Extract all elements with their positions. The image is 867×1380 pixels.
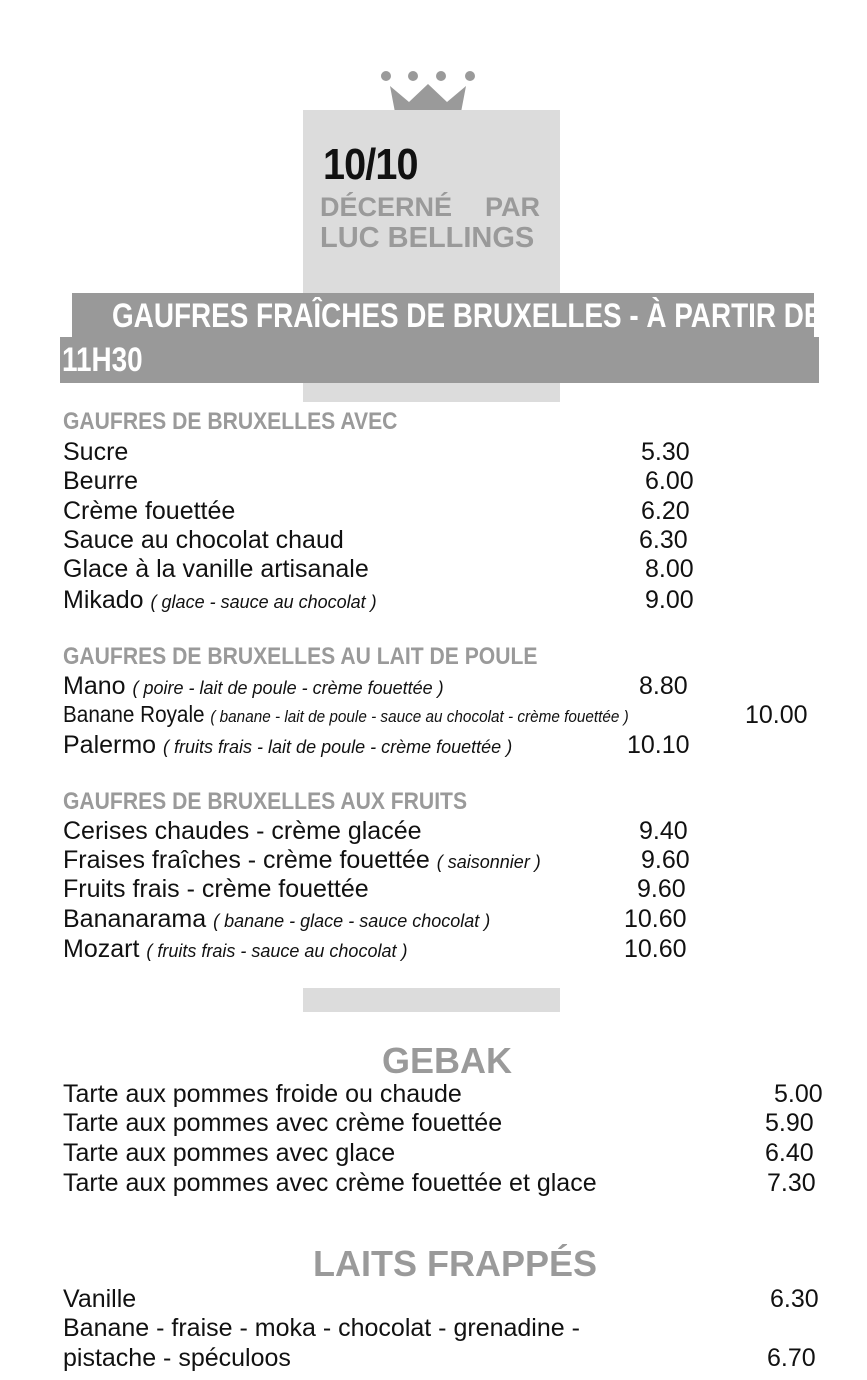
item-price: 5.30 [641, 438, 690, 466]
menu-item [63, 731, 512, 760]
item-name: Bananarama [63, 905, 207, 933]
item-price: 9.00 [645, 586, 694, 614]
item-description: ( banane - lait de poule - sauce au chocolat - crème fouettée ) [210, 707, 629, 726]
item-price: 5.90 [765, 1109, 814, 1137]
menu-item [63, 1109, 502, 1138]
item-name: Tarte aux pommes froide ou chaude [63, 1080, 462, 1108]
item-name: Tarte aux pommes avec crème fouettée [63, 1109, 503, 1137]
item-price: 6.70 [767, 1344, 816, 1372]
item-price: 9.40 [639, 817, 688, 845]
item-name: Palermo [63, 731, 157, 759]
item-name: Banane - fraise - moka - chocolat - grenadine - [63, 1314, 580, 1342]
item-description: ( fruits frais - lait de poule - crème fouettée ) [163, 737, 513, 757]
section-title: GAUFRES DE BRUXELLES AUX FRUITS [63, 788, 468, 815]
item-name: Fruits frais - crème fouettée [63, 875, 369, 903]
item-name: Tarte aux pommes avec crème fouettée et glace [63, 1169, 597, 1197]
menu-item [63, 935, 407, 964]
item-description: ( glace - sauce au chocolat ) [150, 592, 377, 612]
item-name: Sauce au chocolat chaud [63, 526, 344, 554]
menu-item [63, 905, 490, 934]
item-price: 10.10 [627, 731, 690, 759]
page-title: GAUFRES FRAÎCHES DE BRUXELLES - À PARTIR DE [112, 297, 823, 335]
menu-item [63, 701, 629, 728]
item-name: Fraises fraîches - crème fouettée [63, 846, 430, 874]
menu-item [63, 672, 444, 701]
menu-item [63, 1169, 597, 1198]
item-price: 6.20 [641, 497, 690, 525]
menu-item [63, 1314, 580, 1343]
item-price: 5.00 [774, 1080, 823, 1108]
item-price: 6.30 [770, 1285, 819, 1313]
item-name: Vanille [63, 1285, 137, 1313]
menu-item [63, 817, 422, 846]
item-name: Mano [63, 672, 126, 700]
laits-title: LAITS FRAPPÉS [313, 1243, 598, 1284]
menu-item [63, 467, 138, 496]
section-title: GAUFRES DE BRUXELLES AU LAIT DE POULE [63, 643, 538, 670]
page-title-time: 11H30 [62, 341, 143, 379]
item-name: Mikado [63, 586, 144, 614]
item-price: 10.00 [745, 701, 808, 729]
menu-item [63, 1080, 462, 1109]
divider [303, 988, 560, 1012]
item-price: 8.80 [639, 672, 688, 700]
item-name: Tarte aux pommes avec glace [63, 1139, 396, 1167]
item-name: Banane Royale [63, 701, 205, 727]
badge-score: 10/10 [323, 140, 418, 189]
item-price: 10.60 [624, 935, 687, 963]
item-price: 6.40 [765, 1139, 814, 1167]
item-name: Cerises chaudes - crème glacée [63, 817, 422, 845]
gebak-title: GEBAK [382, 1040, 513, 1081]
item-name: Sucre [63, 438, 129, 466]
item-price: 6.00 [645, 467, 694, 495]
item-description: ( fruits frais - sauce au chocolat ) [146, 941, 408, 961]
item-name: Mozart [63, 935, 140, 963]
badge-awarded-by [320, 192, 540, 223]
menu-item [63, 555, 369, 584]
item-description: ( poire - lait de poule - crème fouettée ) [132, 678, 444, 698]
menu-item [63, 1344, 291, 1373]
item-description: ( saisonnier ) [436, 852, 541, 872]
item-price: 8.00 [645, 555, 694, 583]
item-price: 9.60 [641, 846, 690, 874]
item-price: 7.30 [767, 1169, 816, 1197]
item-price: 6.30 [639, 526, 688, 554]
badge-by: PAR [484, 192, 540, 222]
badge-author: LUC BELLINGS [320, 222, 535, 254]
menu-item [63, 1285, 136, 1314]
item-name: Crème fouettée [63, 497, 236, 525]
menu-item [63, 846, 541, 875]
section-title: GAUFRES DE BRUXELLES AVEC [63, 408, 398, 435]
menu-item [63, 1139, 395, 1168]
menu-item [63, 438, 128, 467]
item-name: pistache - spéculoos [63, 1344, 291, 1372]
menu-item [63, 586, 377, 615]
menu-item [63, 875, 369, 904]
badge-awarded: DÉCERNÉ [320, 192, 453, 222]
menu-item [63, 526, 344, 555]
item-name: Glace à la vanille artisanale [63, 555, 369, 583]
item-price: 10.60 [624, 905, 687, 933]
item-name: Beurre [63, 467, 139, 495]
item-description: ( banane - glace - sauce chocolat ) [213, 911, 491, 931]
menu-item [63, 497, 235, 526]
item-price: 9.60 [637, 875, 686, 903]
heading-band-bottom [60, 337, 819, 383]
